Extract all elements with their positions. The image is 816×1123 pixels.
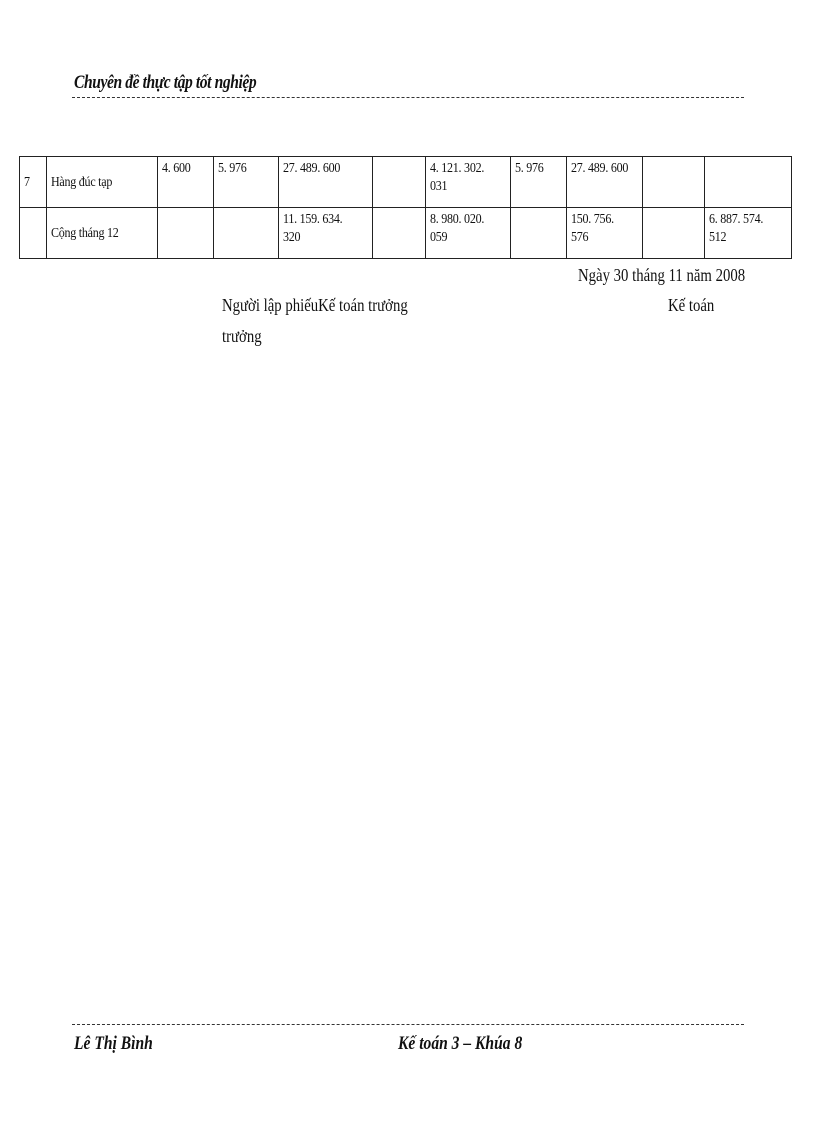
table-cell: 27. 489. 600 [279,157,373,208]
table-cell: Cộng tháng 12 [47,208,158,259]
table-row [20,208,792,259]
footer-divider [72,1024,744,1025]
table-cell: 8. 980. 020. 059 [426,208,511,259]
table-cell: 27. 489. 600 [567,157,643,208]
table-cell: 150. 756. 576 [567,208,643,259]
inventory-ledger-table [19,156,792,259]
table-cell [214,208,279,259]
table-cell [20,208,47,259]
table-cell: 4. 121. 302. 031 [426,157,511,208]
signature-date: Ngày 30 tháng 11 năm 2008 [578,265,746,285]
footer-class: Kế toán 3 – Khúa 8 [398,1033,523,1054]
table-cell: 4. 600 [158,157,214,208]
table-row [20,157,792,208]
header-divider [72,97,744,98]
table-cell: 5. 976 [214,157,279,208]
table-cell [373,208,426,259]
table-cell: 6. 887. 574. 512 [705,208,792,259]
table-cell [705,157,792,208]
chief-accountant-wrap-label: trưởng [222,326,262,346]
table-cell [643,208,705,259]
preparer-and-chief-accountant-label: Người lập phiếuKế toán trưởng [222,295,408,315]
table-cell: 7 [20,157,47,208]
table-cell: Hàng đúc tạp [47,157,158,208]
table-cell: 11. 159. 634. 320 [279,208,373,259]
table-cell [643,157,705,208]
table-cell: 5. 976 [511,157,567,208]
table-cell [158,208,214,259]
table-cell [511,208,567,259]
document-header-title: Chuyên đề thực tập tốt nghiệp [74,72,257,93]
footer-author: Lê Thị Bình [74,1033,153,1054]
accountant-label: Kế toán [668,295,715,315]
table-cell [373,157,426,208]
